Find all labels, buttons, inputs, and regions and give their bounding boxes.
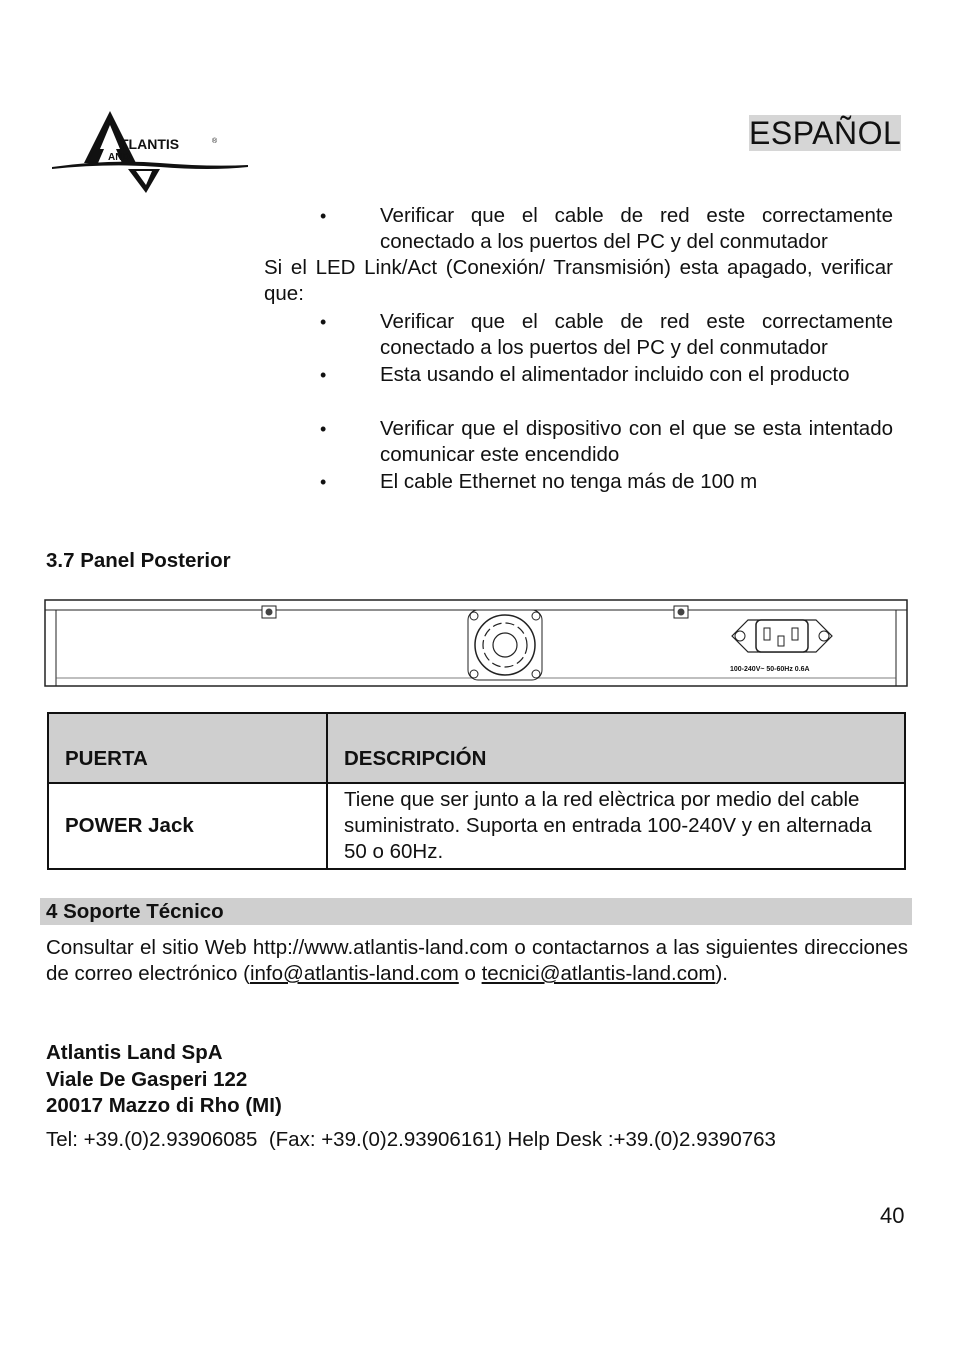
email-link-tecnici[interactable]: tecnici@atlantis-land.com [481,962,716,985]
company-city: 20017 Mazzo di Rho (MI) [46,1094,282,1117]
support-paragraph [46,935,908,987]
atlantis-logo [50,105,250,197]
bullet-icon: • [320,419,327,439]
header-description: DESCRIPCIÓN [327,713,905,783]
page-number: 40 [880,1203,905,1228]
language-label: ESPAÑOL [749,115,902,151]
support-text: o [458,962,482,985]
rear-panel-drawing [44,598,908,688]
svg-text:TLANTIS: TLANTIS [120,136,180,152]
support-text: ). [715,962,729,985]
table-header-row [48,713,905,783]
list-item: El cable Ethernet no tenga más de 100 m [380,470,758,493]
list-item: Esta usando el alimentador incluido con el producto [380,363,850,386]
list-item: Verificar que el cable de red este correctamente conectado a los puertos del PC y del conmutador [380,310,893,359]
fan-icon [468,610,542,680]
support-text: Consultar el sitio Web http://www.atlantis-land.com o contactarnos a las siguientes direcciones de correo electrónico ( [46,936,908,985]
bullet-icon: • [320,472,327,492]
bullet-icon: • [320,312,327,332]
list-item: Verificar que el cable de red este correctamente conectado a los puertos del PC y del conmutador [380,204,893,253]
header-port: PUERTA [48,713,327,783]
company-address [46,1040,282,1120]
list-item: Verificar que el dispositivo con el que se esta intentado comunicar este encendido [380,417,893,466]
cell-port: POWER Jack [48,783,327,869]
bullet-icon: • [320,365,327,385]
email-link-info[interactable]: info@atlantis-land.com [249,962,459,985]
power-rating-label: 100-240V~ 50-60Hz 0.6A [730,666,810,673]
section-heading-support: 4 Soporte Técnico [46,900,224,923]
svg-text:®: ® [212,138,218,145]
company-name: Atlantis Land SpA [46,1041,223,1064]
cell-description: Tiene que ser junto a la red elèctrica por medio del cable suministrato. Suporta en entrada 100-240V y en alternada 50 o 60Hz. [327,783,905,869]
contact-phone: Tel: +39.(0)2.93906085 (Fax: +39.(0)2.93906161) Help Desk :+39.(0)2.9390763 [46,1128,776,1151]
company-street: Viale De Gasperi 122 [46,1067,248,1091]
power-socket-icon [732,620,832,652]
svg-text:AND: AND [108,152,130,163]
port-table [47,712,906,870]
intro-paragraph: Si el LED Link/Act (Conexión/ Transmisión) esta apagado, verificar que: [264,256,893,305]
section-heading-rear-panel: 3.7 Panel Posterior [46,549,231,572]
bullet-icon: • [320,206,327,226]
table-row [48,783,905,869]
